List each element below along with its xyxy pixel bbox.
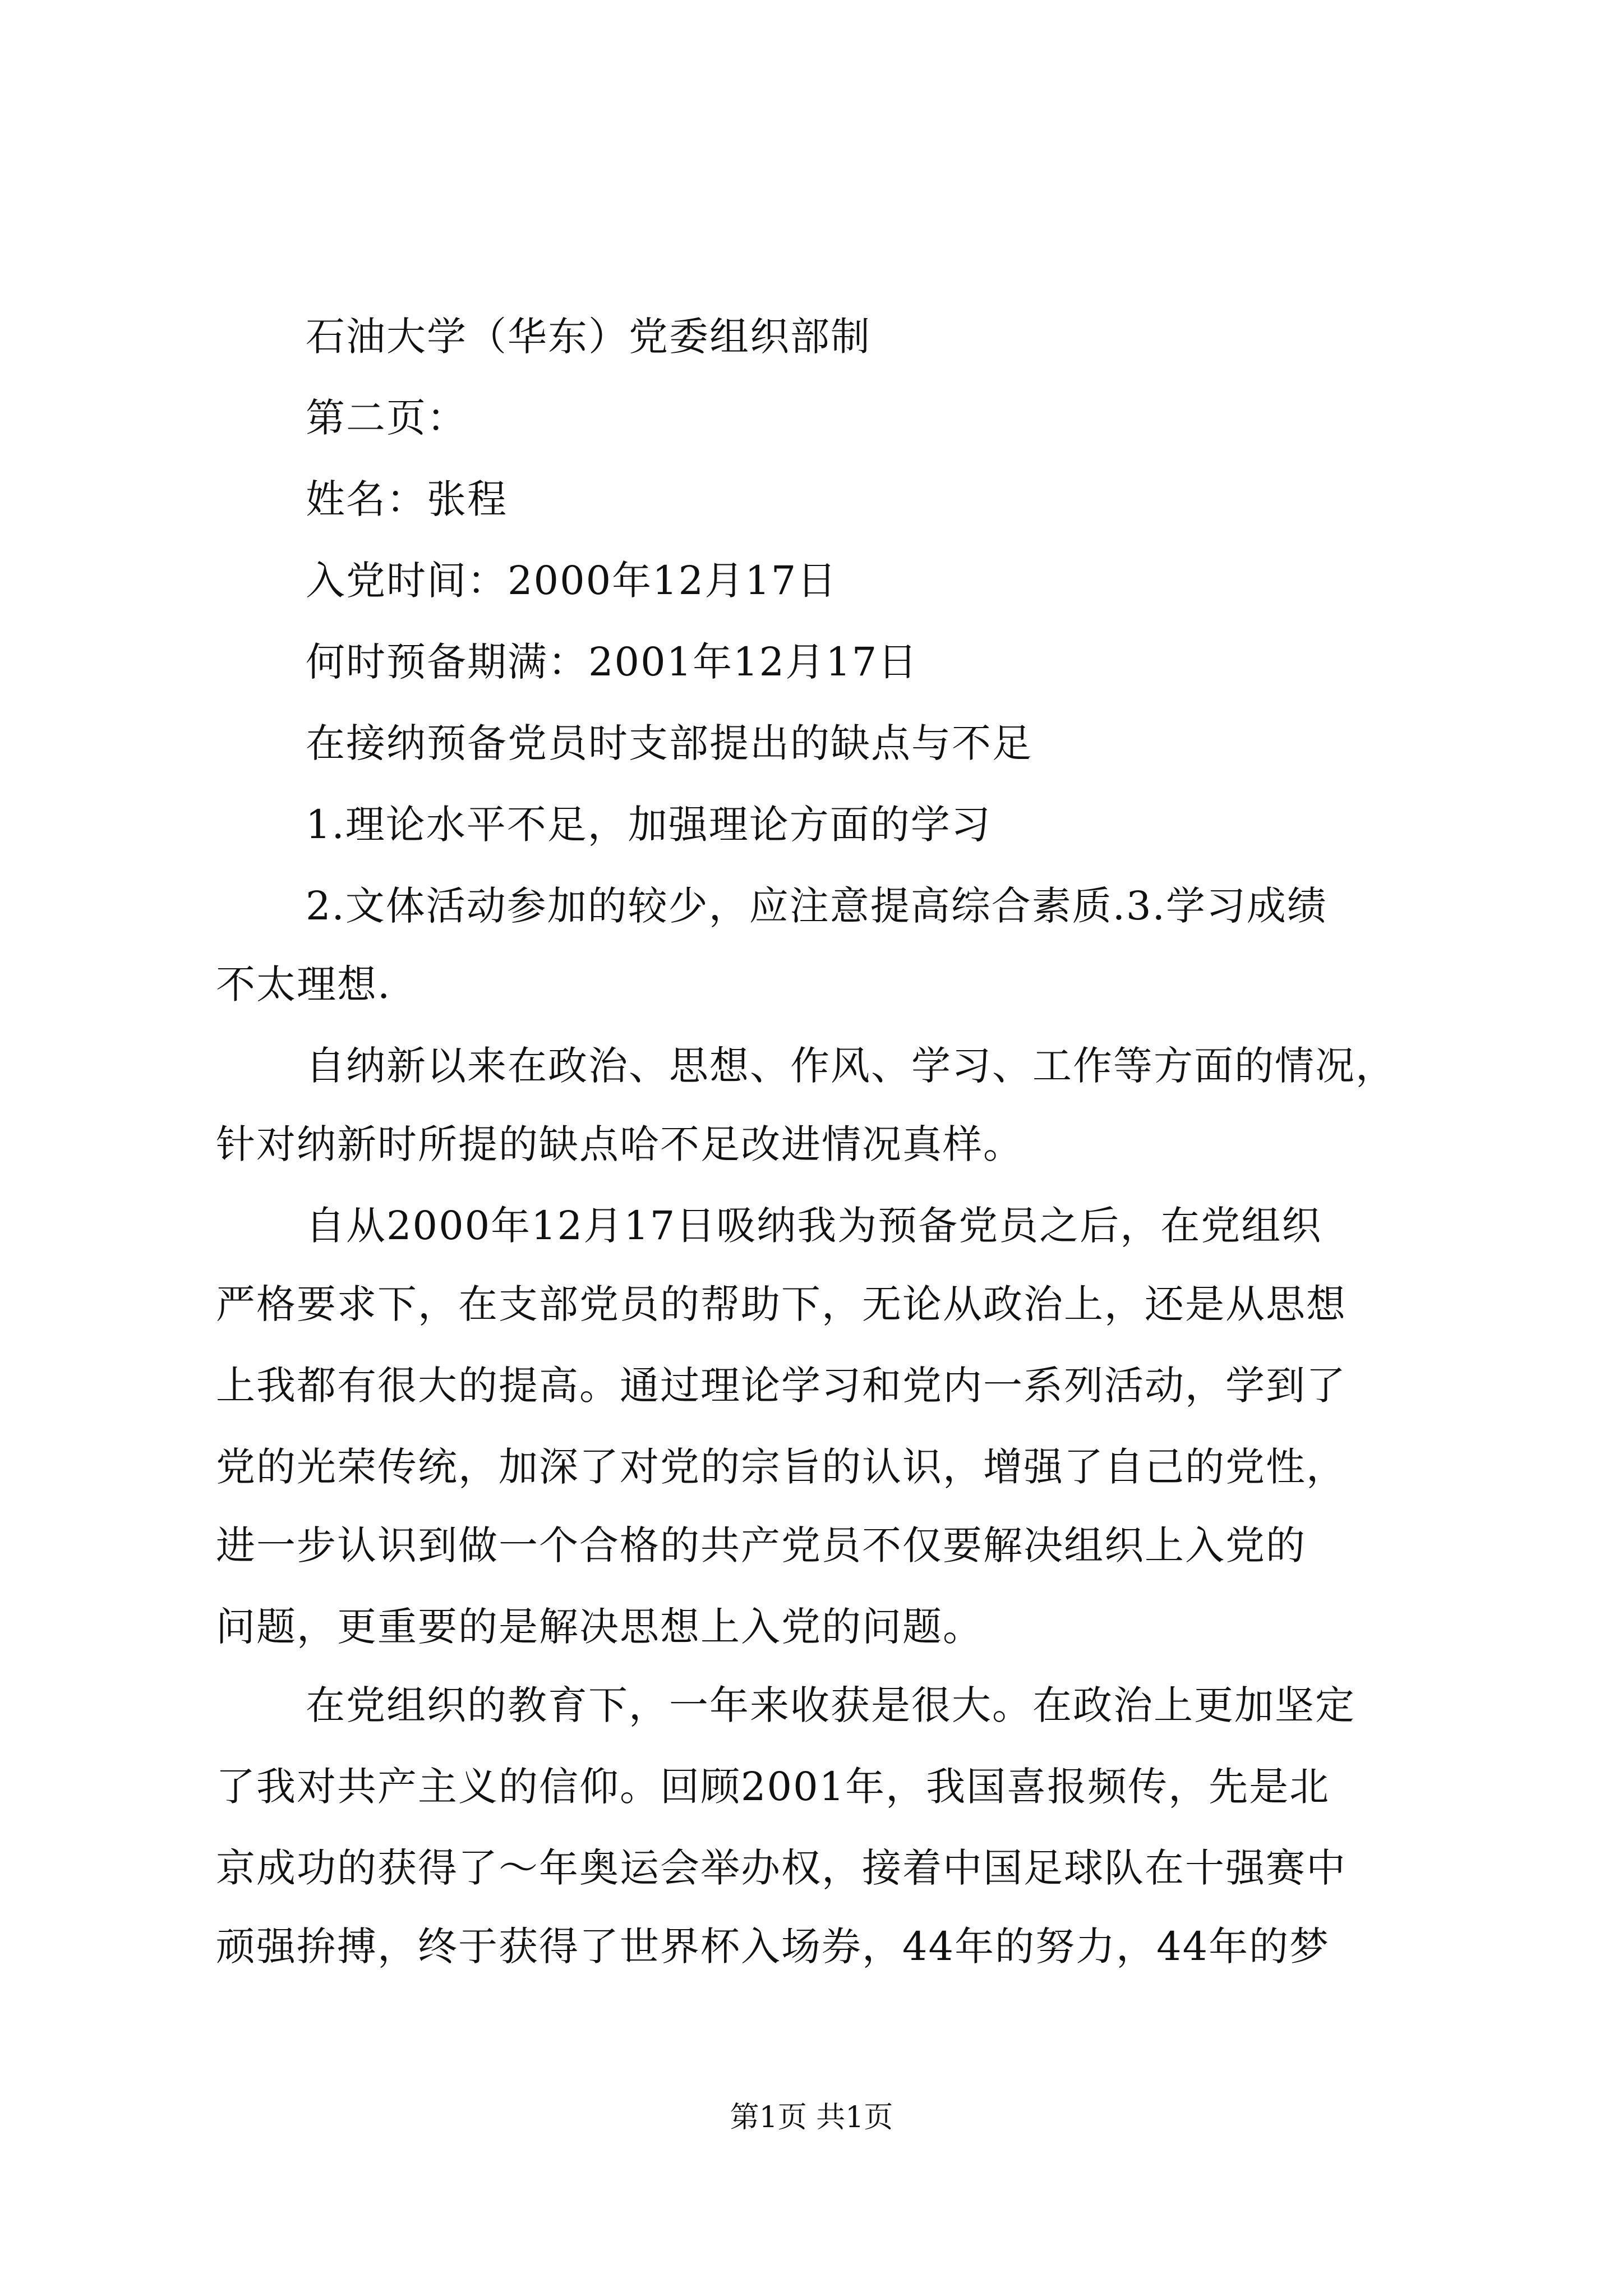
paragraph-2-line-4: 党的光荣传统，加深了对党的宗旨的认识，增强了自己的党性， [216, 1444, 1347, 1490]
page-footer: 第1页 共1页 [730, 2101, 893, 2134]
paragraph-1-line-2: 针对纳新时所提的缺点哈不足改进情况真样。 [216, 1121, 1023, 1167]
paragraph-2-line-1: 自从2000年12月17日吸纳我为预备党员之后，在党组织 [306, 1203, 1322, 1249]
paragraph-2-line-5: 进一步认识到做一个合格的共产党员不仅要解决组织上入党的 [216, 1522, 1306, 1568]
paragraph-2-line-2: 严格要求下，在支部党员的帮助下，无论从政治上，还是从思想 [216, 1281, 1347, 1327]
shortcoming-item-2: 2.文体活动参加的较少，应注意提高综合素质.3.学习成绩 [306, 883, 1327, 929]
paragraph-1-line-1: 自纳新以来在政治、思想、作风、学习、工作等方面的情况， [306, 1043, 1396, 1089]
shortcoming-item-continuation: 不太理想. [216, 961, 391, 1007]
org-attribution-line: 石油大学（华东）党委组织部制 [306, 314, 871, 360]
name-field-line: 姓名：张程 [306, 476, 508, 522]
paragraph-3-line-3: 京成功的获得了～年奥运会举办权，接着中国足球队在十强赛中 [216, 1845, 1347, 1891]
paragraph-3-line-1: 在党组织的教育下，一年来收获是很大。在政治上更加坚定 [306, 1682, 1355, 1728]
probation-end-line: 何时预备期满：2001年12月17日 [306, 639, 919, 685]
join-date-line: 入党时间：2000年12月17日 [306, 558, 838, 604]
shortcoming-item-1: 1.理论水平不足，加强理论方面的学习 [306, 802, 992, 848]
paragraph-3-line-4: 顽强拚搏，终于获得了世界杯入场券，44年的努力，44年的梦 [216, 1924, 1330, 1970]
section-heading-line: 在接纳预备党员时支部提出的缺点与不足 [306, 720, 1032, 766]
page-heading-line: 第二页： [306, 395, 467, 441]
paragraph-2-line-3: 上我都有很大的提高。通过理论学习和党内一系列活动，学到了 [216, 1363, 1347, 1409]
paragraph-3-line-2: 了我对共产主义的信仰。回顾2001年，我国喜报频传，先是北 [216, 1764, 1330, 1810]
paragraph-2-line-6: 问题，更重要的是解决思想上入党的问题。 [216, 1604, 983, 1650]
